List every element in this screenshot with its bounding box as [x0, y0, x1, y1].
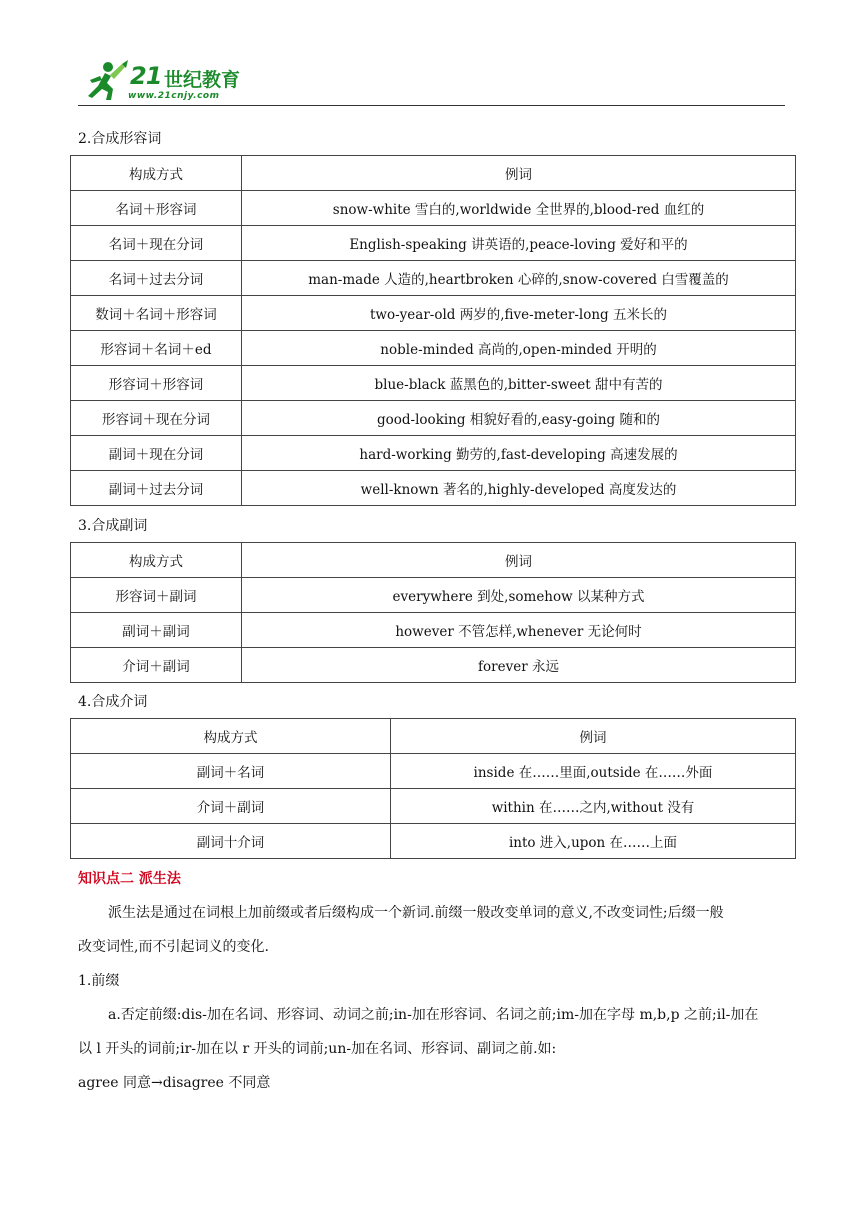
logo-url: www.21cnjy.com: [128, 91, 220, 101]
section-heading-prep: 4.合成介词: [78, 694, 148, 710]
runner-logo-icon: [78, 58, 130, 102]
cell-method: 名词＋过去分词: [71, 261, 242, 296]
table-row: [71, 578, 796, 613]
cell-examples: within 在……之内,without 没有: [391, 789, 796, 824]
logo: [78, 58, 253, 104]
table-row: [71, 754, 796, 789]
table-row: [71, 226, 796, 261]
logo-cn-text: 世纪教育: [164, 69, 241, 91]
cell-examples: forever 永远: [242, 648, 796, 683]
table-row: [71, 789, 796, 824]
cell-method: 副词＋副词: [71, 613, 242, 648]
table-row: [71, 296, 796, 331]
table-row: [71, 191, 796, 226]
table-row: [71, 436, 796, 471]
compound-adv-table: [70, 542, 796, 683]
table-row: [71, 648, 796, 683]
cell-examples: into 进入,upon 在……上面: [391, 824, 796, 859]
compound-prep-table: [70, 718, 796, 859]
intro-line-1: 派生法是通过在词根上加前缀或者后缀构成一个新词.前缀一般改变单词的意义,不改变词性;后缀一般: [108, 905, 724, 921]
table-header-row: [71, 543, 796, 578]
example-line: agree 同意→disagree 不同意: [78, 1075, 271, 1091]
negative-prefix-line-1: a.否定前缀:dis-加在名词、形容词、动词之前;in-加在形容词、名词之前;im-加在字母 m,b,p 之前;il-加在: [108, 1007, 759, 1023]
cell-examples: English-speaking 讲英语的,peace-loving 爱好和平的: [242, 226, 796, 261]
cell-method: 形容词＋现在分词: [71, 401, 242, 436]
negative-prefix-line-2: 以 l 开头的词前;ir-加在以 r 开头的词前;un-加在名词、形容词、副词之前.如:: [78, 1041, 557, 1057]
table-row: [71, 471, 796, 506]
cell-examples: everywhere 到处,somehow 以某种方式: [242, 578, 796, 613]
cell-method: 数词＋名词＋形容词: [71, 296, 242, 331]
section-heading-adj: 2.合成形容词: [78, 131, 162, 147]
cell-examples: inside 在……里面,outside 在……外面: [391, 754, 796, 789]
cell-examples: noble-minded 高尚的,open-minded 开明的: [242, 331, 796, 366]
table-row: [71, 331, 796, 366]
table-row: [71, 366, 796, 401]
cell-method: 形容词＋副词: [71, 578, 242, 613]
cell-examples: good-looking 相貌好看的,easy-going 随和的: [242, 401, 796, 436]
header-cell-method: 构成方式: [71, 543, 242, 578]
intro-line-2: 改变词性,而不引起词义的变化.: [78, 939, 269, 955]
cell-method: 介词＋副词: [71, 648, 242, 683]
cell-examples: two-year-old 两岁的,five-meter-long 五米长的: [242, 296, 796, 331]
cell-method: 介词＋副词: [71, 789, 391, 824]
section-heading-adv: 3.合成副词: [78, 518, 148, 534]
knowledge-point-heading: 知识点二 派生法: [78, 871, 181, 887]
cell-method: 名词＋形容词: [71, 191, 242, 226]
cell-method: 副词＋过去分词: [71, 471, 242, 506]
header-divider: [78, 105, 785, 106]
prefix-heading: 1.前缀: [78, 973, 120, 989]
header-cell-examples: 例词: [242, 156, 796, 191]
header-cell-method: 构成方式: [71, 719, 391, 754]
header-cell-examples: 例词: [242, 543, 796, 578]
table-row: [71, 613, 796, 648]
logo-21: 21: [130, 62, 162, 90]
cell-examples: snow-white 雪白的,worldwide 全世界的,blood-red 血红的: [242, 191, 796, 226]
cell-method: 名词＋现在分词: [71, 226, 242, 261]
cell-examples: however 不管怎样,whenever 无论何时: [242, 613, 796, 648]
cell-examples: blue-black 蓝黑色的,bitter-sweet 甜中有苦的: [242, 366, 796, 401]
cell-examples: well-known 著名的,highly-developed 高度发达的: [242, 471, 796, 506]
table-row: [71, 824, 796, 859]
cell-method: 副词＋名词: [71, 754, 391, 789]
table-header-row: [71, 156, 796, 191]
header-cell-method: 构成方式: [71, 156, 242, 191]
cell-examples: hard-working 勤劳的,fast-developing 高速发展的: [242, 436, 796, 471]
cell-examples: man-made 人造的,heartbroken 心碎的,snow-covered 白雪覆盖的: [242, 261, 796, 296]
cell-method: 副词十介词: [71, 824, 391, 859]
cell-method: 副词＋现在分词: [71, 436, 242, 471]
page-header: [78, 58, 785, 106]
table-header-row: [71, 719, 796, 754]
table-row: [71, 401, 796, 436]
table-row: [71, 261, 796, 296]
compound-adj-table: [70, 155, 796, 506]
header-cell-examples: 例词: [391, 719, 796, 754]
cell-method: 形容词＋名词＋ed: [71, 331, 242, 366]
cell-method: 形容词＋形容词: [71, 366, 242, 401]
